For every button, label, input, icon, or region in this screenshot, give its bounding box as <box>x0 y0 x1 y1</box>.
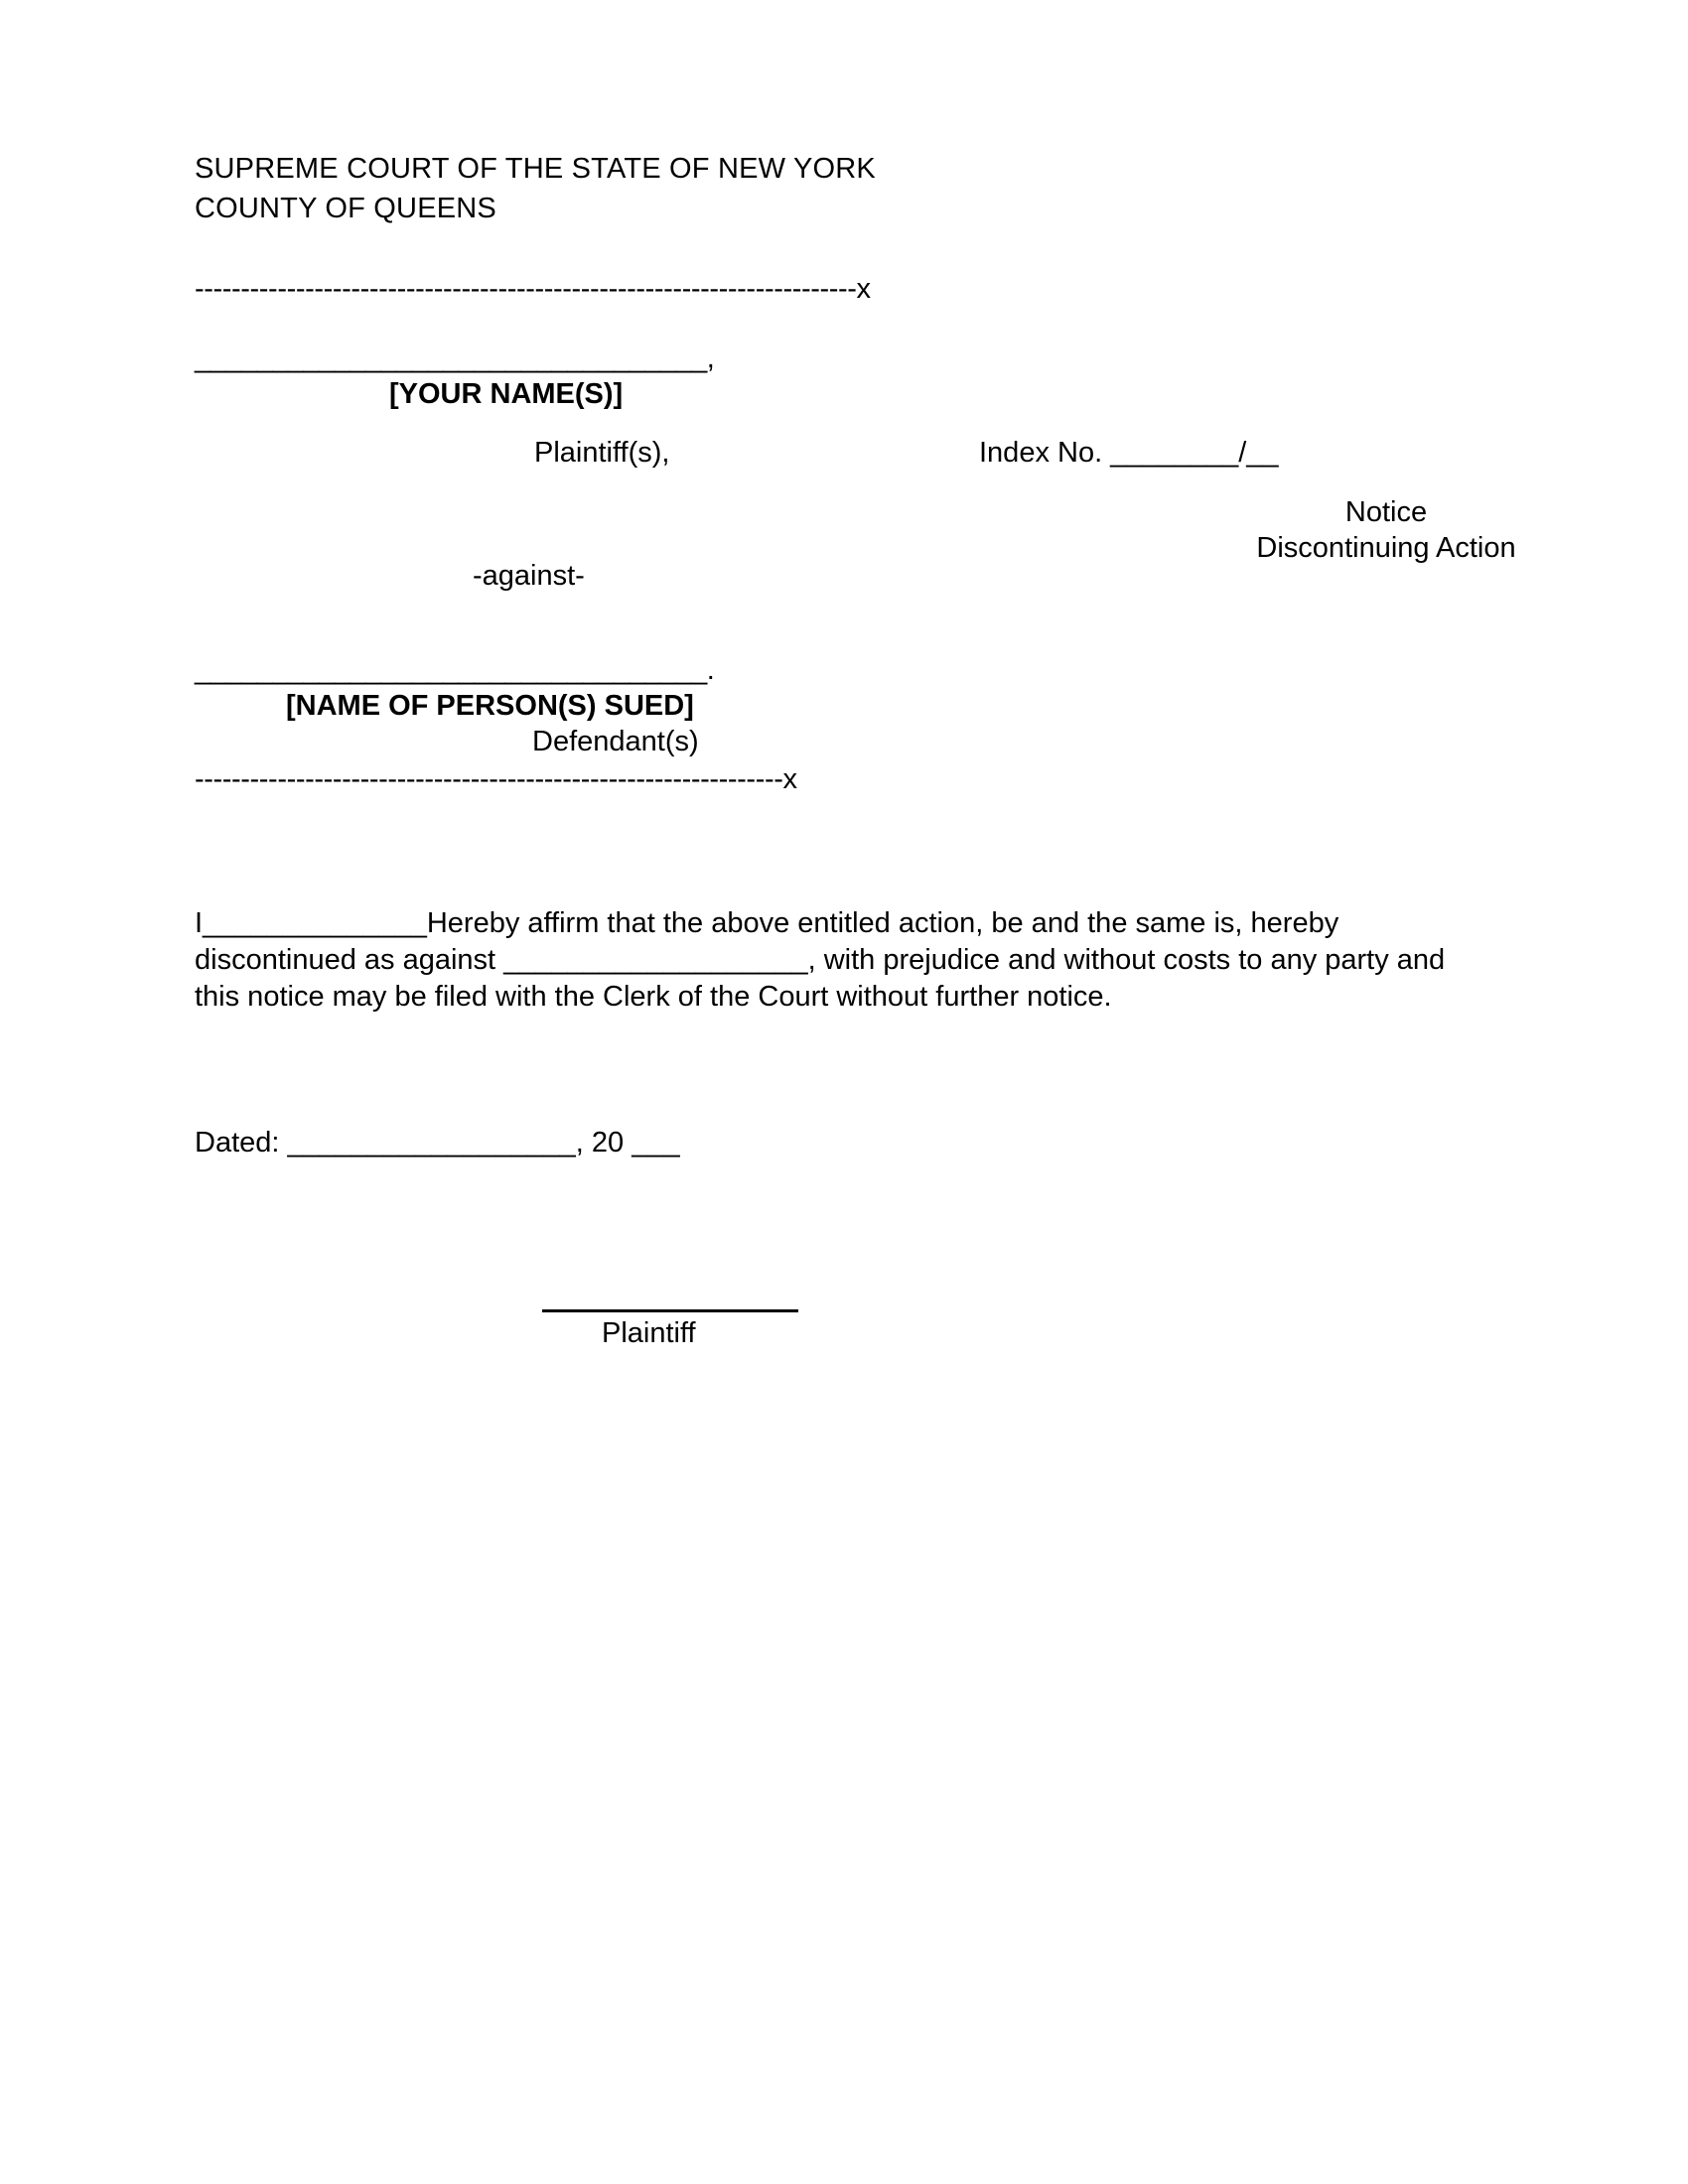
caption-block <box>195 341 1516 796</box>
defendant-name-placeholder: [NAME OF PERSON(S) SUED] <box>286 690 694 722</box>
plaintiff-name-placeholder: [YOUR NAME(S)] <box>389 378 624 410</box>
affirmation-paragraph: I______________Hereby affirm that the above entitled action, be and the same is, hereby discontinued as against ___________________, with prejudice and without costs to any party and this notice may be filed with the Clerk of the Court without further notice. <box>195 907 1446 1013</box>
defendant-label: Defendant(s) <box>532 726 699 757</box>
county-line: COUNTY OF QUEENS <box>195 193 496 224</box>
caption-bottom-rule: ----------------------------------------------------------------x <box>195 763 797 795</box>
court-heading <box>195 149 1495 228</box>
signature-rule <box>542 1309 798 1312</box>
legal-form-body <box>195 149 1516 1351</box>
notice-title-line-2: Discontinuing Action <box>1256 532 1516 564</box>
signature-block <box>195 1309 1495 1351</box>
plaintiff-label: Plaintiff(s), <box>534 437 670 469</box>
plaintiff-index-row <box>195 435 1495 471</box>
index-number-field: Index No. ________/__ <box>979 437 1279 469</box>
notice-title-row <box>195 494 1516 564</box>
notice-title <box>979 494 1516 566</box>
dated-line: Dated: __________________, 20 ___ <box>195 1127 680 1159</box>
caption-top-rule: ------------------------------------------------------------------------x <box>195 273 871 305</box>
defendant-name-blank: _________________________________. <box>195 654 715 686</box>
signature-label: Plaintiff <box>602 1317 696 1349</box>
court-name-line: SUPREME COURT OF THE STATE OF NEW YORK <box>195 153 876 185</box>
plaintiff-name-blank: _________________________________, <box>195 342 715 374</box>
against-label: -against- <box>473 560 585 592</box>
notice-title-line-1: Notice <box>1344 496 1428 528</box>
